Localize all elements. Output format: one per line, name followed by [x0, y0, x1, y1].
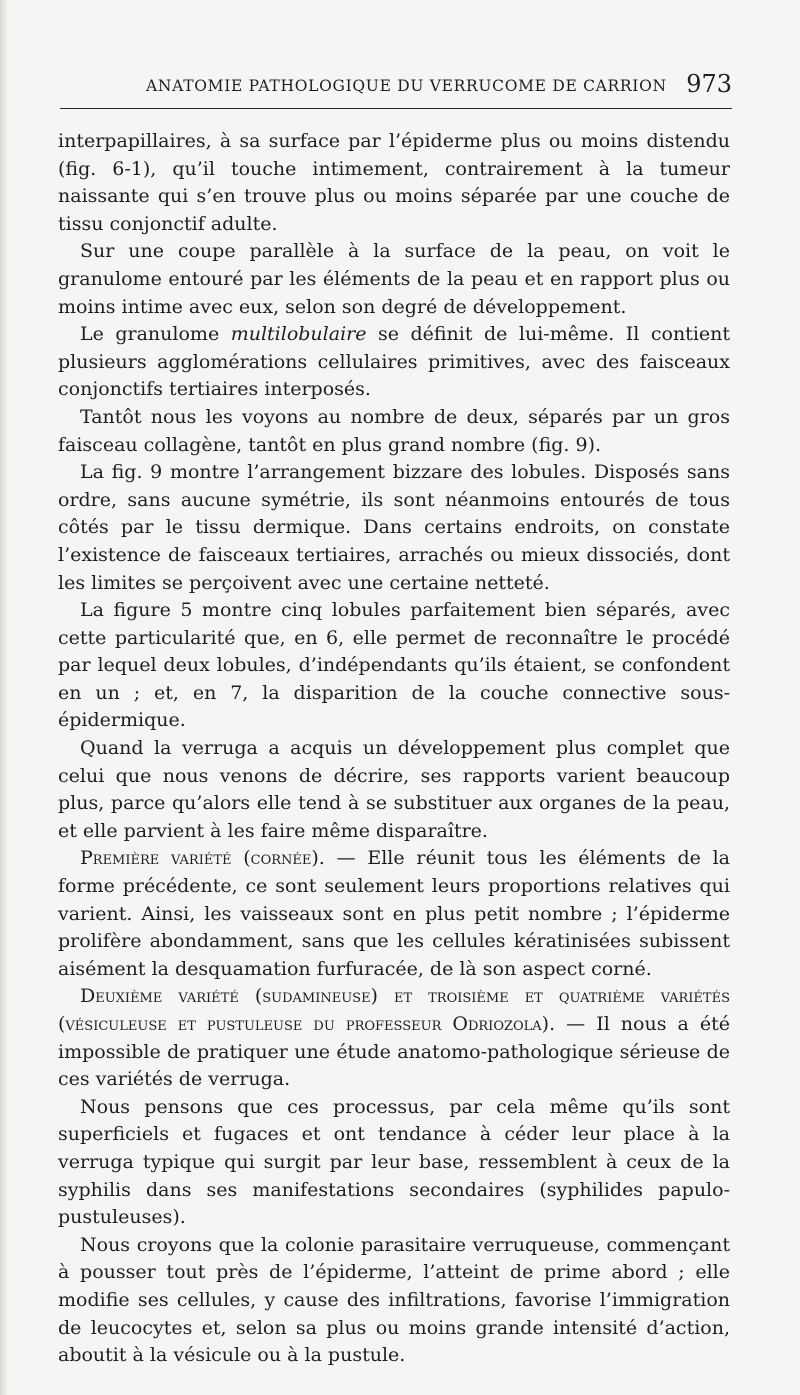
page-edge-shadow	[0, 0, 8, 1395]
paragraph-3	[58, 321, 730, 404]
section-heading-other-varieties: Deuxième variété (sudamineuse) et troisième et quatrième variétés (vésiculeuse et pustuleuse du professeur Odriozola).	[58, 985, 730, 1035]
section-heading-first-variety: Première variété (cornée).	[80, 847, 325, 870]
paragraph-3-emphasis: multilobulaire	[230, 323, 367, 346]
paragraph-9-rest: — Il nous a été impossible de pratiquer une étude anatomo-pathologique sérieuse de ces variétés de verruga.	[58, 1013, 730, 1091]
header-rule	[60, 108, 732, 109]
paragraph-8-rest: — Elle réunit tous les éléments de la forme précédente, ce sont seulement leurs proportions relatives qui varient. Ainsi, les vaisseaux sont en plus petit nombre ; l’épiderme prolifère abondamment, sans que les cellules kératinisées subissent aisément la desquamation furfuracée, de là son aspect corné.	[58, 847, 730, 980]
paragraph-6: La figure 5 montre cinq lobules parfaitement bien séparés, avec cette particularité que, en 6, elle permet de reconnaître le procédé par lequel deux lobules, d’indépendants qu’ils étaient, se confondent en un ; et, en 7, la disparition de la couche connective sous-épidermique.	[58, 599, 730, 732]
running-head	[60, 70, 732, 104]
paragraph-3-lead: Le granulome	[80, 323, 231, 346]
body-text	[58, 128, 730, 1370]
paragraph-10: Nous pensons que ces processus, par cela même qu’ils sont superficiels et fugaces et ont tendance à céder leur place à la verruga typique qui surgit par leur base, ressemblent à ceux de la syphilis dans ses manifestations secondaires (syphilides papulo-pustuleuses).	[58, 1095, 730, 1229]
paragraph-8	[58, 845, 730, 983]
paragraph-9	[58, 983, 730, 1093]
running-title: ANATOMIE PATHOLOGIQUE DU VERRUCOME DE CARRION	[146, 77, 667, 95]
paragraph-2: Sur une coupe parallèle à la surface de la peau, on voit le granulome entouré par les éléments de la peau et en rapport plus ou moins intime avec eux, selon son degré de développement.	[58, 240, 730, 318]
paragraph-11: Nous croyons que la colonie parasitaire verruqueuse, commençant à pousser tout près de l’épiderme, l’atteint de prime abord ; elle modifie ses cellules, y cause des infiltrations, favorise l’immigration de leucocytes et, selon sa plus ou moins grande intensité d’action, aboutit à la vésicule ou à la pustule.	[58, 1233, 730, 1367]
paragraph-3-rest: se définit de lui-même. Il contient plusieurs agglomérations cellulaires primitives, avec des faisceaux conjonctifs tertiaires interposés.	[58, 323, 731, 401]
paragraph-4: Tantôt nous les voyons au nombre de deux, séparés par un gros faisceau collagène, tantôt en plus grand nombre (fig. 9).	[58, 405, 730, 456]
paragraph-1: interpapillaires, à sa surface par l’épiderme plus ou moins distendu (fig. 6-1), qu’il touche intimement, contrairement à la tumeur naissante qui s’en trouve plus ou moins séparée par une couche de tissu conjonctif adulte.	[58, 130, 730, 235]
paragraph-7: Quand la verruga a acquis un développement plus complet que celui que nous venons de décrire, ses rapports varient beaucoup plus, parce qu’alors elle tend à se substituer aux organes de la peau, et elle parvient à les faire même disparaître.	[58, 737, 730, 842]
paragraph-5: La fig. 9 montre l’arrangement bizzare des lobules. Disposés sans ordre, sans aucune symétrie, ils sont néanmoins entourés de tous côtés par le tissu dermique. Dans certains endroits, on constate l’existence de faisceaux tertiaires, arrachés ou mieux dissociés, dont les limites se perçoivent avec une certaine netteté.	[58, 461, 730, 594]
page-number: 973	[686, 70, 732, 98]
